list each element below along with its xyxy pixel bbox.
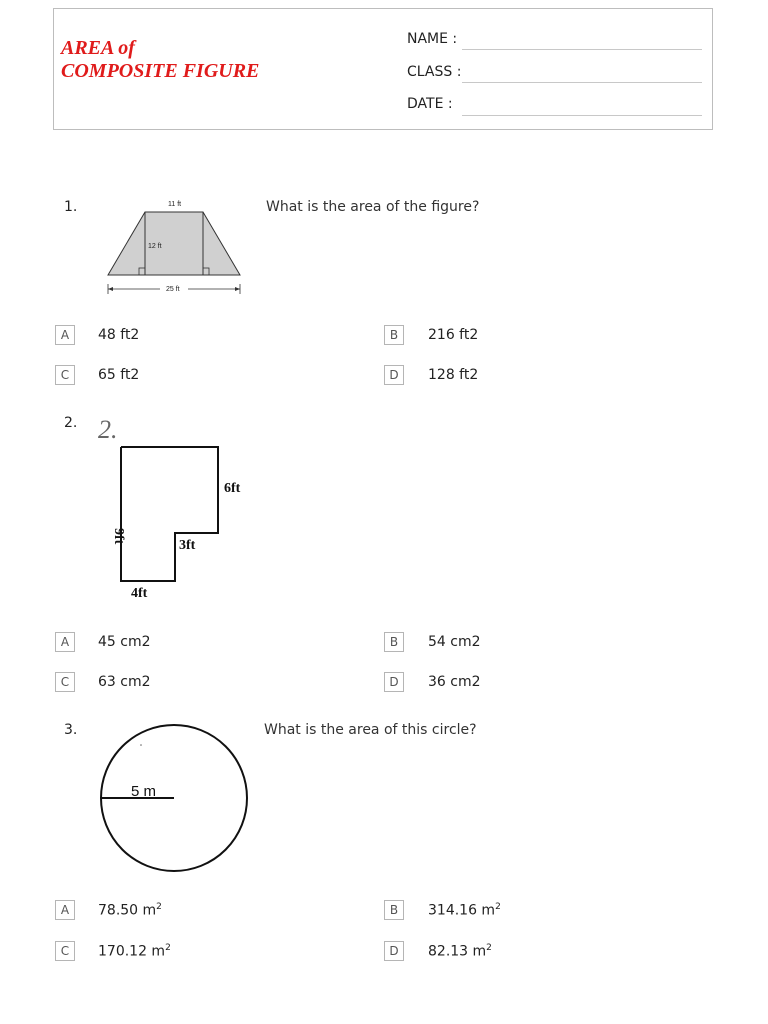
q3-option-d-box[interactable]: D bbox=[384, 941, 404, 961]
question-1-text: What is the area of the figure? bbox=[266, 199, 480, 215]
q1-option-a-text: 48 ft2 bbox=[98, 327, 140, 343]
circle-figure bbox=[98, 718, 253, 876]
q2-option-b-text: 54 cm2 bbox=[428, 634, 481, 650]
q2-option-a-text: 45 cm2 bbox=[98, 634, 151, 650]
trapezoid-figure bbox=[100, 195, 250, 300]
q1-option-d-box[interactable]: D bbox=[384, 365, 404, 385]
circle-radius-label: 5 m bbox=[131, 783, 157, 800]
q2-option-d-text: 36 cm2 bbox=[428, 674, 481, 690]
q1-option-b-box[interactable]: B bbox=[384, 325, 404, 345]
q2-option-b-box[interactable]: B bbox=[384, 632, 404, 652]
q3-option-a-box[interactable]: A bbox=[55, 900, 75, 920]
q3-option-a-text: 78.50 $m^2$ bbox=[98, 902, 162, 919]
trapezoid-bottom-label: 25 ft bbox=[166, 286, 180, 293]
q2-option-d-box[interactable]: D bbox=[384, 672, 404, 692]
title-line-2: COMPOSITE FIGURE bbox=[61, 60, 260, 82]
handwritten-number: 2. bbox=[98, 415, 118, 444]
q3-option-b-box[interactable]: B bbox=[384, 900, 404, 920]
date-field[interactable] bbox=[462, 115, 702, 116]
trapezoid-height-label: 12 ft bbox=[148, 243, 162, 250]
q1-option-d-text: 128 ft2 bbox=[428, 367, 479, 383]
class-label: CLASS : bbox=[407, 64, 462, 80]
class-field[interactable] bbox=[462, 82, 702, 83]
q3-option-d-text: 82.13 $m^2$ bbox=[428, 943, 492, 960]
q3-option-b-text: 314.16 $m^2$ bbox=[428, 902, 501, 919]
l-shape-bottom-label: 4ft bbox=[131, 586, 148, 601]
q1-option-a-box[interactable]: A bbox=[55, 325, 75, 345]
q3-option-c-text: 170.12 $m^2$ bbox=[98, 943, 171, 960]
l-shape-figure bbox=[95, 410, 265, 610]
q2-option-c-text: 63 cm2 bbox=[98, 674, 151, 690]
worksheet-header bbox=[53, 8, 713, 130]
question-1-number: 1. bbox=[64, 199, 78, 215]
l-shape-left-label: 9ft bbox=[111, 528, 126, 545]
name-field[interactable] bbox=[462, 49, 702, 50]
trapezoid-top-label: 11 ft bbox=[168, 201, 182, 208]
question-3-text: What is the area of this circle? bbox=[264, 722, 477, 738]
question-2-number: 2. bbox=[64, 415, 78, 431]
q3-option-c-box[interactable]: C bbox=[55, 941, 75, 961]
date-label: DATE : bbox=[407, 96, 453, 112]
question-3-number: 3. bbox=[64, 722, 78, 738]
q2-option-a-box[interactable]: A bbox=[55, 632, 75, 652]
name-label: NAME : bbox=[407, 31, 458, 47]
l-shape-step-label: 3ft bbox=[179, 538, 196, 553]
title-line-1: AREA of bbox=[61, 37, 135, 59]
l-shape-right-label: 6ft bbox=[224, 481, 241, 496]
q1-option-c-text: 65 ft2 bbox=[98, 367, 140, 383]
q1-option-c-box[interactable]: C bbox=[55, 365, 75, 385]
q1-option-b-text: 216 ft2 bbox=[428, 327, 479, 343]
q2-option-c-box[interactable]: C bbox=[55, 672, 75, 692]
